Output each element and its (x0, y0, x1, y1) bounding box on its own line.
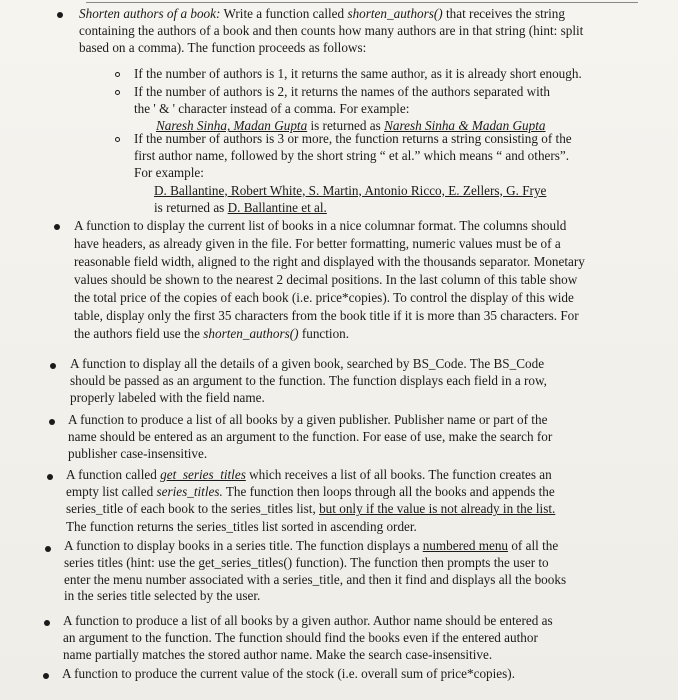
text-line: If the number of authors is 2, it returns the names of the authors separated with (134, 84, 551, 99)
text-line: in the series title selected by the user. (64, 588, 261, 604)
bullet (50, 363, 56, 369)
text-line: enter the menu number associated with a series_title, and then it find and displays all the books (64, 571, 567, 587)
code-name: get_series_titles (160, 467, 246, 482)
sub-item-three-authors (134, 130, 572, 216)
sub-bullet (115, 137, 120, 142)
bullet (57, 12, 63, 18)
sub-item-two-authors (134, 83, 550, 135)
list-item-book-details (70, 355, 547, 407)
text: which receives a list of all books. The function creates an (245, 467, 552, 482)
text: A function called (66, 467, 161, 482)
list-item-books-in-series (64, 538, 566, 605)
text: that receives the string (442, 6, 565, 21)
text-line: A function to display the current list of books in a nice columnar format. The columns should (74, 218, 567, 233)
sub-bullet (115, 90, 120, 95)
sub-item-one-author (134, 65, 582, 82)
code-name: shorten_authors() (347, 6, 443, 21)
text-line: If the number of authors is 1, it returns the same author, as it is already short enough. (134, 66, 582, 81)
text-line: A function to display all the details of a given book, searched by BS_Code. The BS_Code (70, 356, 545, 371)
list-item-series-titles (66, 466, 555, 535)
text: function. (298, 326, 350, 341)
emphasis: but only if the value is not already in the list. (319, 501, 556, 517)
text: of all the (508, 538, 559, 553)
text-line: A function to produce a list of all books by a given publisher. Publisher name or part of the (68, 412, 548, 427)
text: A function to display books in a series title. The function displays a (64, 538, 423, 553)
text-line: table, display only the first 35 characters from the book title if it is more than 35 characters. For (74, 308, 579, 323)
code-name: shorten_authors() (203, 326, 299, 341)
text-line: based on a comma). The function proceeds as follows: (79, 40, 367, 56)
bullet (45, 546, 51, 552)
text: The function then loops through all the books and appends the (222, 484, 555, 500)
example-input: D. Ballantine, Robert White, S. Martin, Antonio Ricco, E. Zellers, G. Frye (154, 182, 547, 198)
item-heading: Shorten authors of a book: (79, 6, 221, 21)
bullet (44, 620, 50, 626)
bullet (54, 224, 60, 230)
bullet (49, 419, 55, 425)
text: the authors field use the (74, 326, 204, 341)
text: is returned as (154, 199, 228, 215)
text-line: values should be shown to the nearest 2 decimal positions. In the last column of this table show (74, 272, 578, 287)
list-item-display-books (74, 217, 585, 343)
sub-bullet (115, 72, 120, 77)
text: empty list called (66, 484, 157, 500)
list-item-stock-value (62, 665, 515, 682)
text: series_title of each book to the series_titles list, (66, 501, 320, 517)
text-line: first author name, followed by the short string “ et al.” which means “ and others”. (134, 148, 570, 164)
text: is returned as (307, 118, 385, 134)
example-output: Naresh Sinha & Madan Gupta (384, 118, 546, 134)
text-line: have headers, as already given in the file. For better formatting, numeric values must be of a (74, 236, 561, 251)
text-line: name partially matches the stored author name. Make the search case-insensitive. (63, 647, 493, 663)
list-item-by-publisher (68, 411, 552, 463)
code-name: series_titles. (156, 484, 223, 500)
example-output: D. Ballantine et al. (227, 199, 327, 215)
text-line: If the number of authors is 3 or more, the function returns a string consisting of the (134, 131, 572, 146)
text-line: the total price of the copies of each book (i.e. price*copies). To control the display of this wide (74, 290, 574, 305)
list-item-by-author (63, 612, 553, 664)
text-line: The function returns the series_titles list sorted in ascending order. (66, 518, 417, 534)
top-rule (86, 2, 638, 3)
text-line: reasonable field width, aligned to the right and displayed with the thousands separator. Monetary (74, 254, 585, 269)
text-line: series titles (hint: use the get_series_titles() function). The function then prompts the user to (64, 554, 549, 570)
text-line: an argument to the function. The function should find the books even if the entered author (63, 630, 538, 646)
text-line: A function to produce a list of all books by a given author. Author name should be entered as (63, 613, 553, 628)
text-line: properly labeled with the field name. (70, 390, 265, 406)
text-line: should be passed as an argument to the function. The function displays each field in a row, (70, 373, 547, 389)
text-line: publisher case-insensitive. (68, 446, 208, 462)
bullet (43, 673, 49, 679)
example-input: Naresh Sinha, Madan Gupta (156, 118, 308, 134)
list-item-shorten-authors (79, 5, 583, 57)
text: Write a function called (220, 6, 348, 21)
text-line: containing the authors of a book and then counts how many authors are in that string (hint: split (79, 23, 584, 39)
text-line: For example: (134, 165, 204, 181)
text-line: A function to produce the current value of the stock (i.e. overall sum of price*copies). (62, 666, 515, 681)
emphasis: numbered menu (422, 538, 509, 553)
bullet (47, 474, 53, 480)
text-line: name should be entered as an argument to the function. For ease of use, make the search for (68, 429, 553, 445)
text-line: the ' & ' character instead of a comma. For example: (134, 101, 410, 117)
